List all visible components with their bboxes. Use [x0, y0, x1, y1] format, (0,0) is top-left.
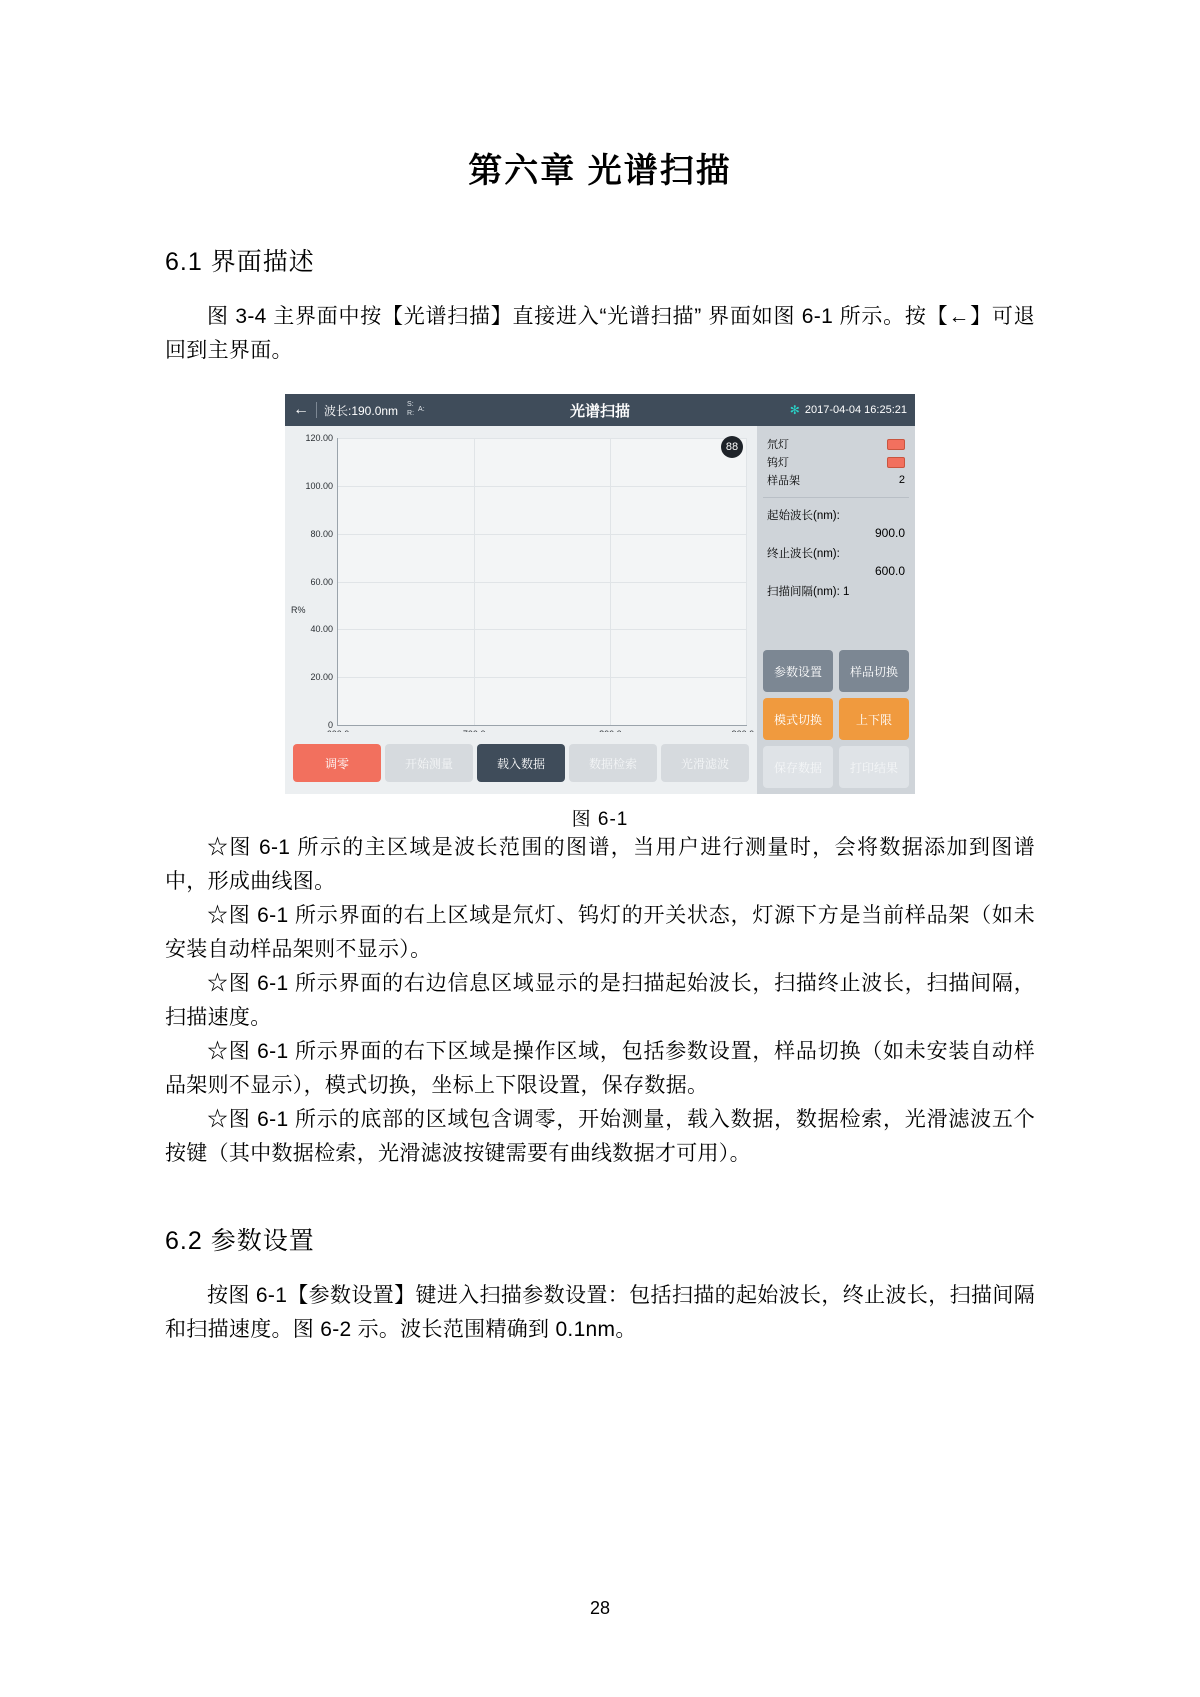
- settings-badge-icon[interactable]: 88: [721, 436, 743, 458]
- sr-readout: [407, 401, 414, 419]
- side-panel: [757, 426, 915, 794]
- datetime-readout: 2017-04-04 16:25:21: [804, 404, 907, 417]
- y-tick: 80.00: [310, 528, 333, 539]
- bullet-5: ☆图 6-1 所示的底部的区域包含调零，开始测量，载入数据，数据检索，光滑滤波五个按键（其中数据检索，光滑滤波按键需要有曲线数据才可用）。: [165, 1108, 1035, 1166]
- lamp-status-box: [757, 426, 915, 495]
- s-label: S:: [407, 401, 414, 409]
- a-label: A:: [418, 405, 425, 413]
- lamp-row-d2[interactable]: [767, 435, 905, 453]
- section-heading-6-2: 6.2 参数设置: [165, 1227, 315, 1256]
- bullet-3: ☆图 6-1 所示界面的右边信息区域显示的是扫描起始波长，扫描终止波长，扫描间隔，扫描速度。: [165, 972, 1035, 1030]
- limits-button[interactable]: 上下限: [839, 698, 909, 740]
- load-data-button[interactable]: 载入数据: [477, 744, 565, 782]
- y-tick: 20.00: [310, 672, 333, 683]
- figure-caption: 图 6-1: [571, 809, 629, 831]
- back-arrow-icon[interactable]: ←: [293, 401, 309, 419]
- panel-divider: [763, 497, 909, 498]
- d2-lamp-toggle-icon[interactable]: [887, 439, 905, 450]
- y-tick: 120.00: [305, 433, 333, 444]
- scan-interval-label: 扫描间隔(nm): 1: [767, 586, 850, 599]
- param-settings-button[interactable]: 参数设置: [763, 650, 833, 692]
- mode-switch-button[interactable]: 模式切换: [763, 698, 833, 740]
- y-tick: 100.00: [305, 480, 333, 491]
- scan-info-box: [757, 500, 915, 609]
- operation-button-grid: [757, 644, 915, 794]
- y-tick: 40.00: [310, 624, 333, 635]
- lamp-row-w[interactable]: [767, 453, 905, 471]
- end-wavelength-value: 600.0: [874, 563, 905, 578]
- end-wavelength-label: 终止波长(nm):: [767, 548, 840, 561]
- zero-button[interactable]: 调零: [293, 744, 381, 782]
- bullet-4: ☆图 6-1 所示界面的右下区域是操作区域，包括参数设置，样品切换（如未安装自动样品架则不显示），模式切换，坐标上下限设置，保存数据。: [165, 1040, 1035, 1098]
- y-axis-label: R%: [291, 605, 306, 616]
- w-lamp-toggle-icon[interactable]: [887, 457, 905, 468]
- chart-column: [285, 426, 757, 794]
- section-6-2-body: 按图 6-1【参数设置】键进入扫描参数设置：包括扫描的起始波长，终止波长，扫描间隔和扫描速度。图 6-2 示。波长范围精确到 0.1nm。: [165, 1284, 1035, 1342]
- device-body: [285, 426, 915, 794]
- bullet-2: ☆图 6-1 所示界面的右上区域是氘灯、钨灯的开关状态，灯源下方是当前样品架（如未安装自动样品架则不显示）。: [165, 904, 1035, 962]
- sample-switch-button[interactable]: 样品切换: [839, 650, 909, 692]
- start-measure-button[interactable]: 开始测量: [385, 744, 473, 782]
- device-screenshot: [285, 394, 915, 794]
- section-heading-6-1: 6.1 界面描述: [165, 248, 315, 276]
- d2-lamp-label: 氘灯: [767, 439, 789, 452]
- smooth-filter-button[interactable]: 光滑滤波: [661, 744, 749, 782]
- bottom-button-bar: [285, 732, 757, 794]
- sample-holder-label: 样品架: [767, 475, 800, 488]
- r-label: R:: [407, 410, 415, 418]
- a-readout: [418, 406, 425, 415]
- page-number: 28: [589, 1598, 611, 1618]
- wavelength-readout: 波长:190.0nm: [324, 403, 399, 418]
- spectrum-plot[interactable]: [305, 433, 747, 731]
- start-wavelength-value: 900.0: [874, 525, 905, 540]
- w-lamp-label: 钨灯: [767, 457, 789, 470]
- start-wavelength-label: 起始波长(nm):: [767, 510, 840, 523]
- device-title: 光谱扫描: [569, 402, 630, 420]
- topbar-status: [790, 403, 907, 417]
- section-6-1-intro: 图 3-4 主界面中按【光谱扫描】直接进入“光谱扫描” 界面如图 6-1 所示。按【←】可退回到主界面。: [165, 305, 1035, 363]
- figure-6-1: [165, 368, 1035, 794]
- bullet-1: ☆图 6-1 所示的主区域是波长范围的图谱，当用户进行测量时，会将数据添加到图谱中，形成曲线图。: [165, 836, 1035, 894]
- topbar-divider: [316, 402, 317, 418]
- sample-holder-row: [767, 471, 905, 489]
- save-data-button[interactable]: 保存数据: [763, 746, 833, 788]
- data-search-button[interactable]: 数据检索: [569, 744, 657, 782]
- page-title: 第六章 光谱扫描: [468, 152, 732, 190]
- device-topbar: [285, 394, 915, 426]
- sample-holder-value: 2: [898, 474, 905, 487]
- y-tick: 0: [327, 720, 333, 731]
- print-result-button[interactable]: 打印结果: [839, 746, 909, 788]
- bluetooth-icon: ✻: [789, 403, 800, 418]
- y-tick: 60.00: [310, 576, 333, 587]
